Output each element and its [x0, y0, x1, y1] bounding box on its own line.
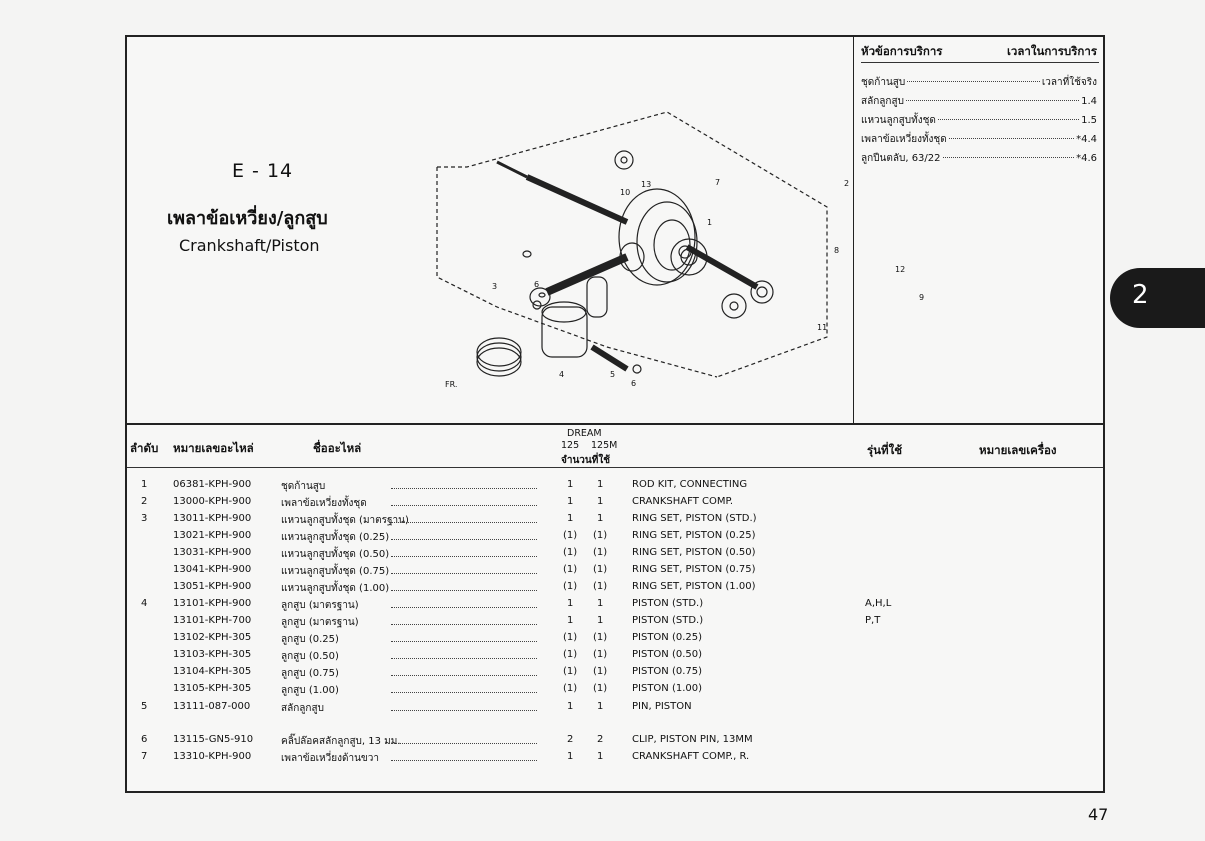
- diagram-label: 6: [631, 379, 637, 388]
- service-row: ลูกปืนตลับ, 63/22 *4.6: [861, 153, 1097, 164]
- vertical-divider: [853, 37, 854, 425]
- diagram-label: 4: [559, 370, 565, 379]
- service-row: สลักลูกสูบ 1.4: [861, 96, 1097, 107]
- table-row: 13103-KPH-305 ลูกสูบ (0.50) (1) (1) PISTON (0.50): [173, 649, 703, 662]
- service-row: ชุดก้านสูบ เวลาที่ใช้จริง: [861, 77, 1097, 88]
- table-row: 13104-KPH-305 ลูกสูบ (0.75) (1) (1) PISTON (0.75): [173, 666, 703, 679]
- header-part-no: หมายเลขอะไหล่: [173, 441, 254, 455]
- section-title-english: Crankshaft/Piston: [179, 236, 320, 255]
- table-row: 1 06381-KPH-900 ชุดก้านสูบ 1 1 ROD KIT, CONNECTING: [141, 479, 748, 492]
- chapter-tab: [1110, 268, 1205, 328]
- table-row: 13031-KPH-900 แหวนลูกสูบทั้งชุด (0.50) (1) (1) RING SET, PISTON (0.50): [173, 547, 756, 560]
- table-header-divider: [127, 467, 1103, 468]
- table-row: 13041-KPH-900 แหวนลูกสูบทั้งชุด (0.75) (1) (1) RING SET, PISTON (0.75): [173, 564, 756, 577]
- header-part-name: ชื่ออะไหล่: [313, 441, 362, 455]
- diagram-label: 1: [707, 218, 713, 227]
- table-row: 4 13101-KPH-900 ลูกสูบ (มาตรฐาน) 1 1 PISTON (STD.) A,H,L: [141, 598, 892, 611]
- table-row: 13102-KPH-305 ลูกสูบ (0.25) (1) (1) PISTON (0.25): [173, 632, 703, 645]
- header-engine-no: หมายเลขเครื่อง: [979, 443, 1057, 457]
- page-number: 47: [1088, 805, 1109, 824]
- service-header: [861, 43, 1097, 61]
- table-row: 13101-KPH-700 ลูกสูบ (มาตรฐาน) 1 1 PISTON (STD.) P,T: [173, 615, 881, 628]
- table-row: 2 13000-KPH-900 เพลาข้อเหวี่ยงทั้งชุด 1 1 CRANKSHAFT COMP.: [141, 496, 734, 509]
- table-row: 13051-KPH-900 แหวนลูกสูบทั้งชุด (1.00) (1) (1) RING SET, PISTON (1.00): [173, 581, 756, 594]
- diagram-label: 3: [492, 282, 498, 291]
- catalog-frame: [125, 35, 1105, 793]
- header-no: ลำดับ: [130, 441, 159, 455]
- table-row: 6 13115-GN5-910 คลิ๊ปล๊อคสลักลูกสูบ, 13 มม. 2 2 CLIP, PISTON PIN, 13MM: [141, 734, 753, 747]
- diagram-label: 8: [834, 246, 840, 255]
- service-header-time: เวลาในการบริการ: [1006, 44, 1097, 58]
- table-row: 13021-KPH-900 แหวนลูกสูบทั้งชุด (0.25) (1) (1) RING SET, PISTON (0.25): [173, 530, 756, 543]
- header-qty: จำนวนที่ใช้: [561, 455, 611, 466]
- service-row: เพลาข้อเหวี่ยงทั้งชุด *4.4: [861, 134, 1097, 145]
- header-model: DREAM: [567, 428, 602, 439]
- service-row: แหวนลูกสูบทั้งชุด 1.5: [861, 115, 1097, 126]
- chapter-tab-number: 2: [1132, 280, 1149, 310]
- section-title-thai: เพลาข้อเหวี่ยง/ลูกสูบ: [167, 208, 328, 229]
- diagram-label: 11: [817, 323, 828, 332]
- diagram-label: 5: [610, 370, 616, 379]
- diagram-label: 12: [895, 265, 906, 274]
- header-125m: 125M: [591, 440, 618, 451]
- diagram-label: 6: [534, 280, 540, 289]
- table-row: 7 13310-KPH-900 เพลาข้อเหวี่ยงด้านขวา 1 1 CRANKSHAFT COMP., R.: [141, 751, 750, 764]
- exploded-parts-diagram: [287, 107, 925, 417]
- table-row: 3 13011-KPH-900 แหวนลูกสูบทั้งชุด (มาตรฐาน) 1 1 RING SET, PISTON (STD.): [141, 513, 757, 526]
- table-row: 13105-KPH-305 ลูกสูบ (1.00) (1) (1) PISTON (1.00): [173, 683, 703, 696]
- diagram-label: 7: [715, 178, 721, 187]
- diagram-label: 13: [641, 180, 652, 189]
- section-divider: [127, 423, 1103, 425]
- front-direction-arrow: FR.: [445, 380, 458, 389]
- service-header-item: หัวข้อการบริการ: [861, 44, 943, 58]
- header-125: 125: [561, 440, 580, 451]
- diagram-label: 10: [620, 188, 631, 197]
- table-row: 5 13111-087-000 สลักลูกสูบ 1 1 PIN, PISTON: [141, 701, 692, 714]
- header-used-model: รุ่นที่ใช้: [867, 443, 903, 457]
- service-header-divider: [861, 62, 1099, 63]
- service-list: [861, 73, 1097, 168]
- diagram-label: 2: [844, 179, 850, 188]
- diagram-label: 9: [919, 293, 925, 302]
- section-code: E - 14: [232, 160, 294, 182]
